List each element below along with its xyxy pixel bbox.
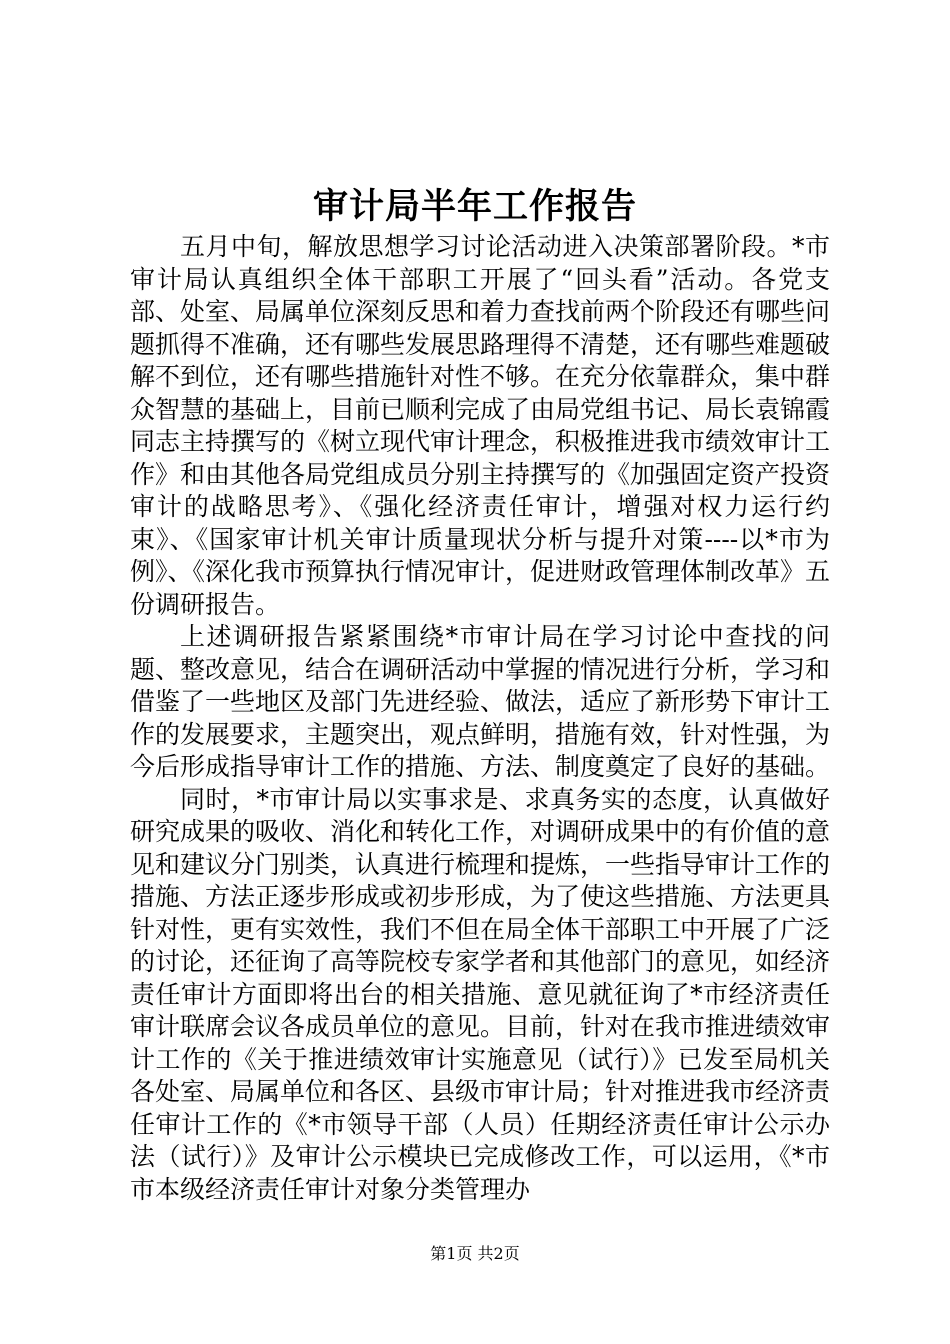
document-title: 审计局半年工作报告 — [312, 186, 637, 227]
page-number-footer: 第1页 共2页 — [430, 1244, 520, 1263]
paragraph-3: 同时，*市审计局以实事求是、求真务实的态度，认真做好研究成果的吸收、消化和转化工作，对调研成果中的有价值的意见和建议分门别类，认真进行梳理和提炼，一些指导审计工作的措施、方法正逐步形成或初步形成，为了使这些措施、方法更具针对性，更有实效性，我们不但在局全体干部职工中开展了广泛的讨论，还征询了高等院校专家学者和其他部门的意见，如经济责任审计方面即将出台的相关措施、意见就征询了*市经济责任审计联席会议各成员单位的意见。目前，针对在我市推进绩效审计工作的《关于推进绩效审计实施意见（试行）》已发至局机关各处室、局属单位和各区、县级市审计局；针对推进我市经济责任审计工作的《*市领导干部（人员）任期经济责任审计公示办法（试行）》及审计公示模块已完成修改工作，可以运用，《*市市本级经济责任审计对象分类管理办 — [130, 784, 831, 1204]
document-body — [130, 231, 830, 1206]
paragraph-2: 上述调研报告紧紧围绕*市审计局在学习讨论中查找的问题、整改意见，结合在调研活动中掌握的情况进行分析，学习和借鉴了一些地区及部门先进经验、做法，适应了新形势下审计工作的发展要求，主题突出，观点鲜明，措施有效，针对性强，为今后形成指导审计工作的措施、方法、制度奠定了良好的基础。 — [130, 622, 831, 781]
paragraph-1: 五月中旬，解放思想学习讨论活动进入决策部署阶段。*市审计局认真组织全体干部职工开展了“回头看”活动。各党支部、处室、局属单位深刻反思和着力查找前两个阶段还有哪些问题抓得不准确，还有哪些发展思路理得不清楚，还有哪些难题破解不到位，还有哪些措施针对性不够。在充分依靠群众，集中群众智慧的基础上，目前已顺利完成了由局党组书记、局长袁锦霞同志主持撰写的《树立现代审计理念，积极推进我市绩效审计工作》和由其他各局党组成员分别主持撰写的《加强固定资产投资审计的战略思考》、《强化经济责任审计，增强对权力运行约束》、《国家审计机关审计质量现状分析与提升对策----以*市为例》、《深化我市预算执行情况审计，促进财政管理体制改革》五份调研报告。 — [130, 232, 831, 619]
